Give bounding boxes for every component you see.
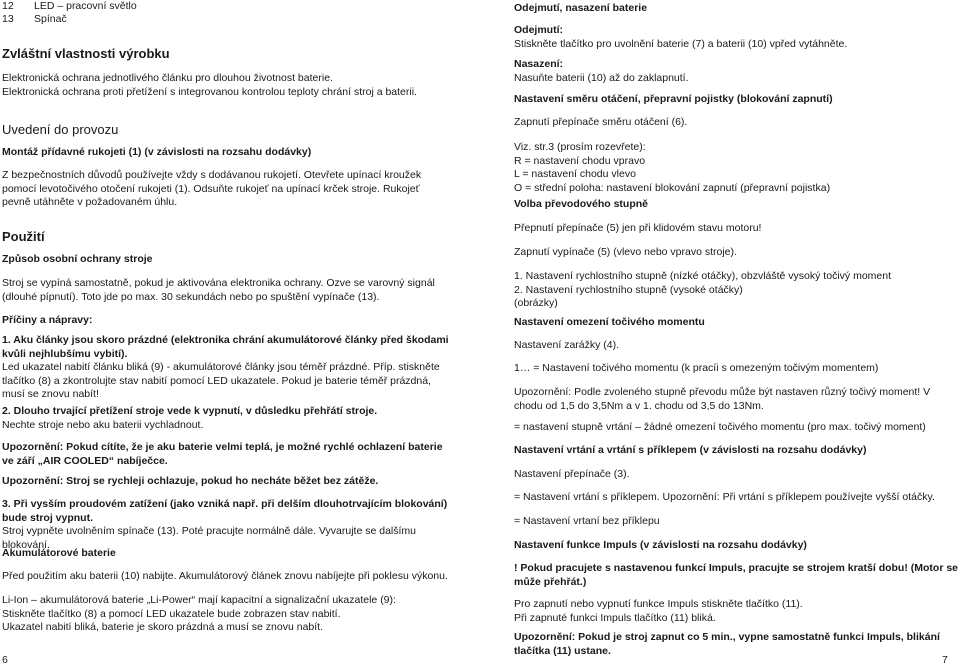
torque-drill: = nastavení stupně vrtání – žádné omezení točivého momentu (pro max. točivý moment) <box>514 421 926 433</box>
gear-text-2: Zapnutí vypínače (5) (vlevo nebo vpravo stroje). <box>514 246 737 258</box>
parts-legend <box>2 0 137 26</box>
battery-insert: Nasazení: Nasuňte baterii (10) až do zaklapnutí. <box>514 58 689 84</box>
cause-1: 1. Aku články jsou skoro prázdné (elektronika chrání akumulátorové články před škodami kvůli nejhlubšímu vybití). Led ukazatel nabití článku bliká (9) - akumulátorové články jsou téměř prázdné. Příp. stiskněte tlačítko (8) a zkontrolujte stav nabití pomocí LED ukazatele. Pokud je baterie téměř prázdná, musí se znovu nabít! <box>2 334 449 400</box>
impuls-text: Pro zapnutí nebo vypnutí funkce Impuls stiskněte tlačítko (11). Při zapnuté funkci Impuls tlačítko (11) bliká. <box>514 598 803 624</box>
hammer-text-1: Nastavení přepínače (3). <box>514 468 630 480</box>
gear-text-1: Přepnutí přepínače (5) jen při klidovém stavu motoru! <box>514 222 762 234</box>
hammer-text-3: = Nastavení vrtaní bez příklepu <box>514 515 660 527</box>
battery-heading: Akumulátorové baterie <box>2 547 116 559</box>
torque-text: Nastavení zarážky (4). <box>514 339 620 351</box>
warning-idle: Upozornění: Stroj se rychleji ochlazuje, pokud ho necháte běžet bez zátěže. <box>2 475 379 487</box>
gear-list: 1. Nastavení rychlostního stupně (nízké otáčky), obzvláště vysoký točivý moment 2. Nastavení rychlostního stupně (vysoké otáčky) (obrázky) <box>514 270 891 309</box>
hammer-text-2: = Nastavení vrtání s příklepem. Upozornění: Při vrtání s příklepem používejte vyšší otáčky. <box>514 491 935 503</box>
use-title: Použití <box>2 229 45 244</box>
battery-text: Před použitím aku baterii (10) nabijte. Akumulátorový článek znovu nabíjejte při poklesu výkonu. <box>2 570 448 582</box>
torque-heading: Nastavení omezení točivého momentu <box>514 316 705 328</box>
direction-legend: Viz. str.3 (prosím rozevřete): R = nastavení chodu vpravo L = nastavení chodu vlevo O = střední poloha: nastavení blokování zapnutí (přepravní pojistka) <box>514 141 831 194</box>
torque-text-2: 1… = Nastavení točivého momentu (k pracíi s omezeným točivým momentem) <box>514 362 879 374</box>
battery-remove: Odejmutí: Stiskněte tlačítko pro uvolnění baterie (7) a baterii (10) vpřed vytáhněte. <box>514 24 848 50</box>
hammer-heading: Nastavení vrtání a vrtání s příklepem (v závislosti na rozsahu dodávky) <box>514 444 867 456</box>
battery-remove-heading: Odejmutí, nasazení baterie <box>514 2 648 14</box>
page-number-right: 7 <box>942 654 948 666</box>
legend-item: 13 Spínač <box>2 13 67 25</box>
page-number-left: 6 <box>2 654 8 666</box>
protection-heading: Způsob osobní ochrany stroje <box>2 253 153 265</box>
special-features-title: Zvláštní vlastnosti výrobku <box>2 46 170 61</box>
torque-note: Upozornění: Podle zvoleného stupně převodu může být nastaven různý točivý moment! V chodu od 1,5 do 3,5Nm a v 1. chodu od 3,5 do 13Nm. <box>514 386 931 412</box>
cause-2: 2. Dlouho trvající přetížení stroje vede k vypnutí, v důsledku přehřátí stroje. Nechte stroje nebo aku baterii vychladnout. <box>2 405 378 431</box>
cause-3: 3. Při vysším proudovém zatížení (jako vzniká např. při delším dlouhotrvajícím blokování) bude stroj vypnut. Stroj vypněte uvolněním spínače (13). Poté pracujte normálně dále. Vyvarujte se dalšímu blokování. <box>2 498 448 551</box>
impuls-warning: ! Pokud pracujete s nastavenou funkcí Impuls, pracujte se strojem kratší dobu! (Motor se může přehřát.) <box>514 562 959 588</box>
gear-heading: Volba převodového stupně <box>514 198 648 210</box>
liion-text: Li-Ion – akumulátorová baterie „Li-Power“ mají kapacitní a signalizační ukazatele (9): Stiskněte tlačítko (8) a pomocí LED ukazatele bude zobrazen stav nabití. Ukazatel nabití bliká, baterie je skoro prázdná a musí se znovu nabít. <box>2 594 396 633</box>
mount-heading: Montáž přídavné rukojeti (1) (v závislosti na rozsahu dodávky) <box>2 146 312 158</box>
protection-text: Stroj se vypíná samostatně, pokud je aktivována elektronika ochrany. Ozve se varovný signál (dlouhé pípnutí). Toto jde po max. 30 sekundách nebo po spuštění vypínače (13). <box>2 277 435 303</box>
direction-heading: Nastavení směru otáčení, přepravní pojistky (blokování zapnutí) <box>514 93 833 105</box>
startup-title: Uvedení do provozu <box>2 122 119 137</box>
special-features-text: Elektronická ochrana jednotlivého článku pro dlouhou životnost baterie. Elektronická ochrana proti přetížení s integrovanou kontrolou teploty chrání stroj a baterii. <box>2 72 417 98</box>
legend-item: 12 LED – pracovní světlo <box>2 0 137 12</box>
causes-heading: Příčiny a nápravy: <box>2 314 93 326</box>
impuls-final-note: Upozornění: Pokud je stroj zapnut co 5 min., vypne samostatně funkci Impuls, blikání tlačítka (11) ustane. <box>514 631 940 657</box>
impuls-heading: Nastavení funkce Impuls (v závislosti na rozsahu dodávky) <box>514 539 807 551</box>
mount-text: Z bezpečnostních důvodů používejte vždy s dodávanou rukojetí. Otevřete upínací kroužek pomocí levotočivého otočení rukojeti (1). Odsuňte rukojeť na upínací krček stroje. Rukojeť pevně utáhněte v požadovaném úhlu. <box>2 169 422 208</box>
warning-cooling: Upozornění: Pokud cítíte, že je aku baterie velmi teplá, je možné rychlé ochlazení baterie ve září „AIR COOLED“ nabíječce. <box>2 441 443 467</box>
direction-text: Zapnutí přepínače směru otáčení (6). <box>514 116 688 128</box>
